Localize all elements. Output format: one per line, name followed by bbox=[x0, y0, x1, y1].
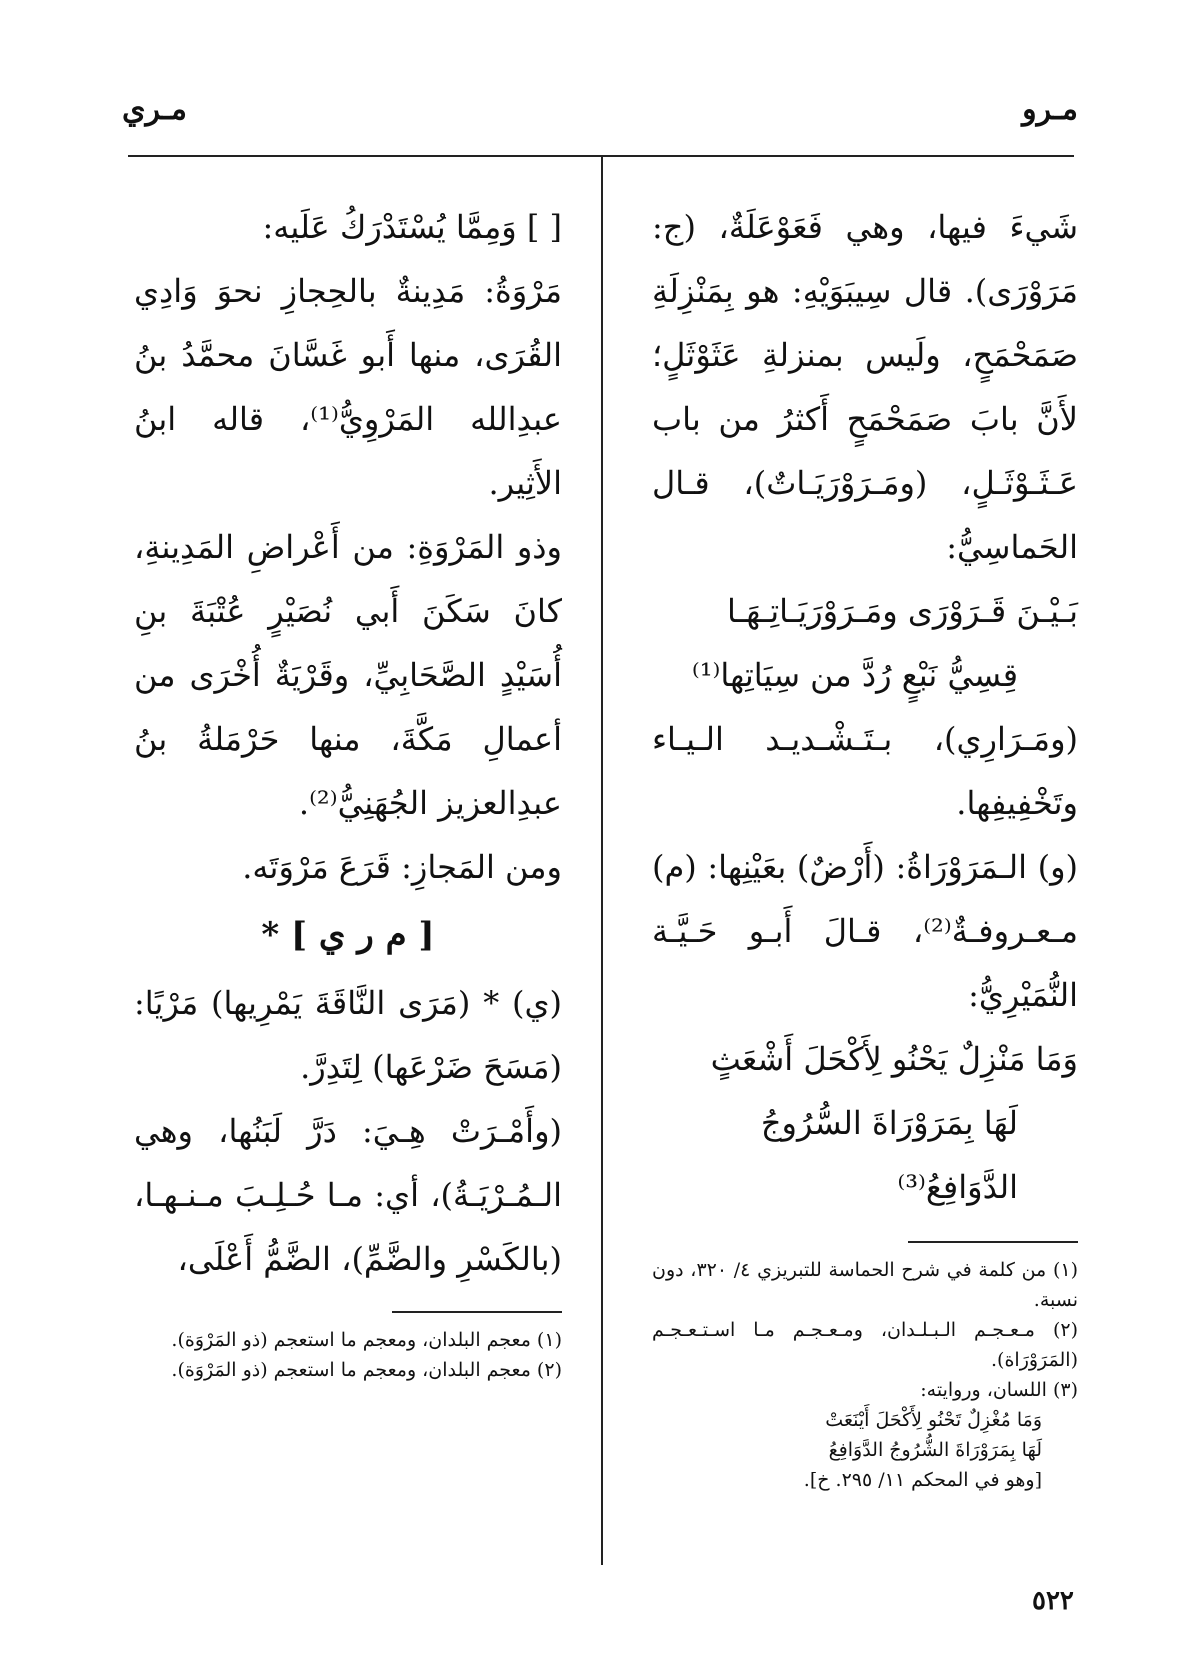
right-footnote-3-verse-2: لَهَا بِمَرَوْرَاةَ الشُّرُوجُ الدَّوَافِعُ bbox=[828, 1439, 1042, 1461]
right-footnote-3-note: [وهو في المحكم ١١/ ٢٩٥. خ]. bbox=[803, 1469, 1042, 1491]
running-head-left: مـري bbox=[122, 92, 187, 127]
verse-2-second-hemistich: لَهَا بِمَرَوْرَاةَ السُّرُوجُ الدَّوَافِعُ⁽³⁾ bbox=[760, 1104, 1018, 1206]
column-divider bbox=[601, 157, 603, 1565]
verse-2-first-hemistich: وَمَا مَنْزِلٌ يَحْنُو لِأَكْحَلَ أَشْعَثٍ bbox=[710, 1040, 1078, 1078]
verse-1-first-hemistich: بَـيْـنَ قَـرَوْرَى ومَـرَوْرَيَـاتِـهَـا bbox=[726, 592, 1078, 630]
left-footnote-2: (٢) معجم البلدان، ومعجم ما استعجم (ذو المَرْوَة). bbox=[171, 1359, 562, 1381]
root-heading: [ م ر ي ] * bbox=[261, 915, 435, 955]
right-paragraph-3: (و) الـمَرَوْرَاةُ: (أَرْضٌ) بعَيْنِها: (م) مـعـروفـةٌ⁽²⁾، قـالَ أَبـو حَـيَّـة النُّمَيْرِيُّ: bbox=[652, 848, 1078, 1014]
left-paragraph-5: (ي) * (مَرَى النَّاقَةَ يَمْرِيها) مَرْيًا: (مَسَحَ ضَرْعَها) لِتَدِرَّ. bbox=[134, 984, 562, 1086]
left-column bbox=[134, 195, 562, 1385]
left-paragraph-1: [ ] وَمِمَّا يُسْتَدْرَكُ عَلَيه: bbox=[262, 208, 562, 246]
right-column bbox=[652, 195, 1078, 1495]
running-head-right: مـرو bbox=[1022, 92, 1078, 127]
right-footnote-3-verse-1: وَمَا مُغْزِلٌ تَحْنُو لِأَكْحَلَ أَيْنَعَتْ bbox=[825, 1409, 1042, 1431]
left-paragraph-2: مَرْوَةُ: مَدِينةٌ بالحِجازِ نحوَ وَادِي القُرَى، منها أَبو غَسَّانَ محمَّدُ بنُ عبدِالله المَرْوِيُّ⁽¹⁾، قاله ابنُ الأَثِير. bbox=[134, 272, 563, 502]
left-paragraph-4: ومن المَجازِ: قَرَعَ مَرْوَتَه. bbox=[242, 848, 562, 886]
right-paragraph-1: شَيءَ فيها، وهي فَعَوْعَلَةٌ، (ج: مَرَوْرَى). قال سِيبَوَيْهِ: هو بِمَنْزِلَةِ صَمَحْمَحٍ، ولَيس بمنزلةِ عَثَوْثَلٍ؛ لأَنَّ بابَ صَمَحْمَحٍ أَكثرُ من باب عَـثَـوْثَـلٍ، (ومَـرَوْرَيَـاتٌ)، قـال الحَماسِيُّ: bbox=[652, 208, 1078, 566]
page-number: ٥٢٢ bbox=[1032, 1586, 1074, 1616]
verse-1-second-hemistich: قِسِيُّ نَبْعٍ رُدَّ من سِيَاتِها⁽¹⁾ bbox=[691, 656, 1018, 694]
left-footnote-1: (١) معجم البلدان، ومعجم ما استعجم (ذو المَرْوَة). bbox=[171, 1329, 562, 1351]
left-paragraph-6: (وأَمْـرَتْ هِـيَ: دَرَّ لَبَنُها، وهي الـمُـرْيَـةُ)، أي: مـا حُـلِـبَ مـنـهـا، (بالكَسْرِ والضَّمِّ)، الضَّمُّ أَعْلَى، bbox=[134, 1112, 562, 1278]
right-footnote-3: (٣) اللسان، وروايته: bbox=[920, 1379, 1078, 1401]
right-footnote-2: (٢) مـعـجـم الـبـلـدان، ومـعـجـم مـا اسـتـعـجـم (المَرَوْرَاة). bbox=[652, 1319, 1078, 1371]
left-paragraph-3: وذو المَرْوَةِ: من أَعْراضِ المَدِينةِ، كانَ سَكَنَ أَبي نُصَيْرٍ عُتْبَةَ بنِ أُسَيْدٍ الصَّحَابِيِّ، وقَرْيَةٌ أُخْرَى من أعمالِ مَكَّةَ، منها حَرْمَلةُ بنُ عبدِالعزيز الجُهَنِيُّ⁽²⁾. bbox=[134, 528, 562, 822]
right-footnote-1: (١) من كلمة في شرح الحماسة للتبريزي ٤/ ٣٢٠، دون نسبة. bbox=[652, 1259, 1078, 1311]
right-paragraph-2: (ومَـرَارِي)، بـتَـشْـديـد الـيـاء وتَخْفِيفِها. bbox=[652, 720, 1078, 822]
